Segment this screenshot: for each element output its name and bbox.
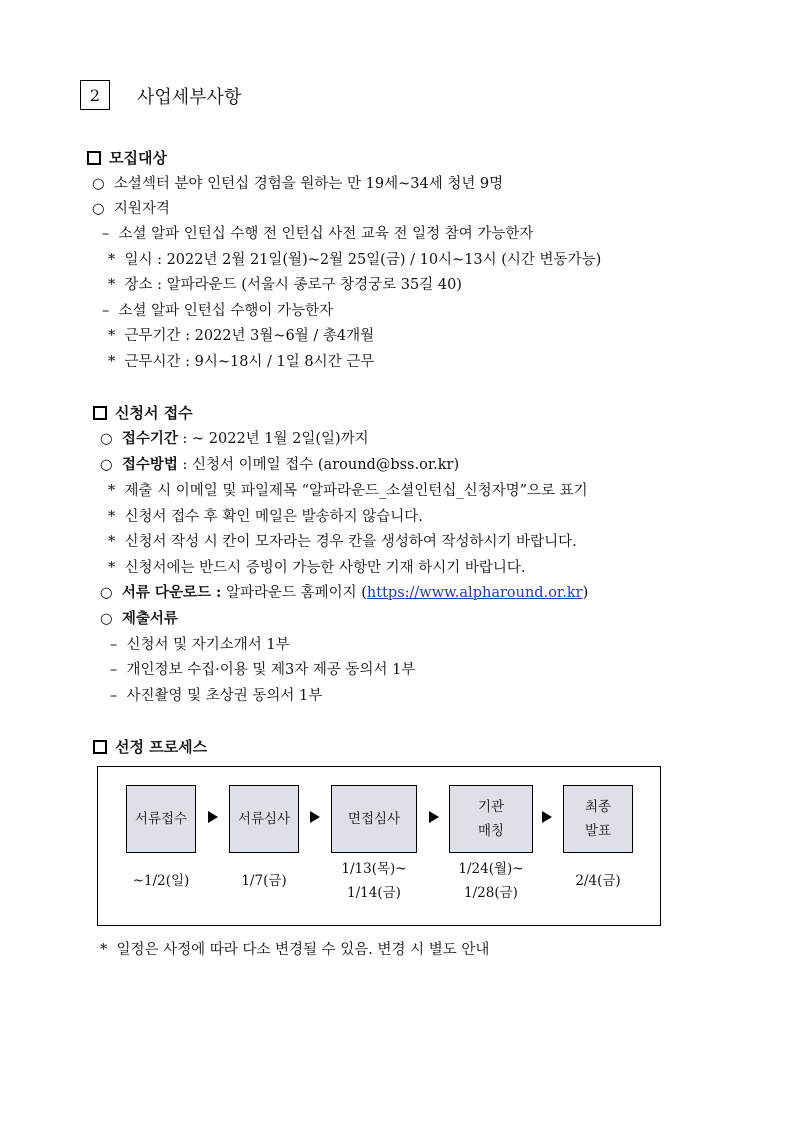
apply-note-3: * 신청서 작성 시 칸이 모자라는 경우 칸을 생성하여 작성하시기 바랍니다.	[108, 534, 577, 550]
apply-download-close: )	[582, 585, 589, 601]
doc-3-text: 사진촬영 및 초상권 동의서 1부	[126, 688, 323, 704]
step-date	[116, 869, 206, 893]
req2-period-text: 근무기간 : 2022년 3월~6월 / 총4개월	[124, 328, 375, 344]
req1-place-text: 장소 : 알파라운드 (서울시 종로구 창경궁로 35길 40)	[124, 277, 462, 293]
step-date	[553, 869, 643, 893]
step-date-text: 1/13(목)~	[341, 861, 407, 877]
process-diagram	[97, 766, 661, 926]
square-bullet-icon	[87, 151, 101, 165]
apply-note-2: * 신청서 접수 후 확인 메일은 발송하지 않습니다.	[108, 509, 423, 525]
process-step	[229, 785, 299, 853]
req2: – 소셜 알파 인턴십 수행이 가능한자	[102, 303, 334, 319]
step-date-text: ~1/2(일)	[132, 873, 190, 889]
apply-download-text: 알파라운드 홈페이지 (	[221, 585, 367, 601]
step-date-text: 2/4(금)	[575, 873, 621, 889]
apply-note-4: * 신청서에는 반드시 증빙이 가능한 사항만 기재 하시기 바랍니다.	[108, 560, 526, 576]
req1-date: * 일시 : 2022년 2월 21일(월)~2월 25일(금) / 10시~13시 (시간 변동가능)	[108, 252, 602, 268]
step-label: 기관	[477, 799, 505, 815]
req1-text: 소셜 알파 인턴십 수행 전 인턴십 사전 교육 전 일정 참여 가능한자	[118, 226, 534, 242]
process-heading-text: 선정 프로세스	[115, 738, 208, 756]
apply-download: ○ 서류 다운로드 : 알파라운드 홈페이지 (https://www.alpharound.or.kr)	[100, 584, 589, 601]
process-step	[449, 785, 533, 853]
doc-2-text: 개인정보 수집·이용 및 제3자 제공 동의서 1부	[126, 662, 416, 678]
section-number: 2	[80, 80, 110, 110]
step-label: 서류심사	[237, 811, 291, 827]
step-date	[219, 869, 309, 893]
req1-place: * 장소 : 알파라운드 (서울시 종로구 창경궁로 35길 40)	[108, 277, 462, 293]
process-note: * 일정은 사정에 따라 다소 변경될 수 있음. 변경 시 별도 안내	[100, 942, 490, 958]
process-heading	[93, 736, 207, 757]
apply-note-4-text: 신청서에는 반드시 증빙이 가능한 사항만 기재 하시기 바랍니다.	[124, 560, 526, 576]
apply-note-2-text: 신청서 접수 후 확인 메일은 발송하지 않습니다.	[124, 509, 423, 525]
apply-note-1: * 제출 시 이메일 및 파일제목 “알파라운드_소셜인턴십_신청자명”으로 표기	[108, 483, 588, 499]
recruit-heading	[87, 147, 167, 168]
req2-hours-text: 근무시간 : 9시~18시 / 1일 8시간 근무	[124, 354, 375, 370]
req1-date-text: 일시 : 2022년 2월 21일(월)~2월 25일(금) / 10시~13시 (시간 변동가능)	[124, 252, 602, 268]
arrow-right-icon	[429, 811, 439, 823]
apply-period-value: : ~ 2022년 1월 2일(일)까지	[177, 431, 369, 447]
step-label: 서류접수	[134, 811, 188, 827]
req1: – 소셜 알파 인턴십 수행 전 인턴십 사전 교육 전 일정 참여 가능한자	[102, 226, 534, 242]
apply-note-1-text: 제출 시 이메일 및 파일제목 “알파라운드_소셜인턴십_신청자명”으로 표기	[124, 483, 588, 499]
step-date	[441, 857, 541, 905]
process-step	[563, 785, 633, 853]
doc-1: – 신청서 및 자기소개서 1부	[110, 637, 290, 653]
step-date-text: 1/24(월)~	[458, 861, 524, 877]
process-step	[331, 785, 417, 853]
arrow-right-icon	[542, 811, 552, 823]
step-date-text: 1/14(금)	[347, 885, 401, 901]
arrow-right-icon	[310, 811, 320, 823]
homepage-link[interactable]: https://www.alpharound.or.kr	[366, 585, 583, 601]
doc-3: – 사진촬영 및 초상권 동의서 1부	[110, 688, 323, 704]
step-date	[324, 857, 424, 905]
step-label: 최종	[584, 799, 612, 815]
step-label: 면접심사	[347, 811, 401, 827]
step-date-text: 1/28(금)	[464, 885, 518, 901]
apply-docs: ○ 제출서류	[100, 610, 178, 627]
apply-method: ○ 접수방법 : 신청서 이메일 접수 (around@bss.or.kr)	[100, 456, 460, 473]
req2-text: 소셜 알파 인턴십 수행이 가능한자	[118, 303, 334, 319]
doc-1-text: 신청서 및 자기소개서 1부	[126, 637, 290, 653]
process-note-text: 일정은 사정에 따라 다소 변경될 수 있음. 변경 시 별도 안내	[116, 942, 490, 958]
doc-2: – 개인정보 수집·이용 및 제3자 제공 동의서 1부	[110, 662, 416, 678]
arrow-right-icon	[208, 811, 218, 823]
recruit-target-text: 소셜섹터 분야 인턴십 경험을 원하는 만 19세~34세 청년 9명	[113, 176, 504, 192]
req2-period: * 근무기간 : 2022년 3월~6월 / 총4개월	[108, 328, 375, 344]
apply-method-label: 접수방법	[121, 456, 178, 473]
apply-heading-text: 신청서 접수	[115, 404, 193, 422]
square-bullet-icon	[93, 406, 107, 420]
recruit-heading-text: 모집대상	[109, 149, 167, 167]
apply-heading	[93, 402, 193, 423]
step-date-text: 1/7(금)	[241, 873, 287, 889]
apply-period: ○ 접수기간 : ~ 2022년 1월 2일(일)까지	[100, 430, 369, 447]
apply-docs-label: 제출서류	[121, 610, 178, 627]
square-bullet-icon	[93, 740, 107, 754]
recruit-qual-text: 지원자격	[113, 201, 170, 217]
recruit-qual: ○ 지원자격	[92, 201, 170, 217]
apply-download-label: 서류 다운로드 :	[121, 584, 222, 601]
recruit-target: ○ 소셜섹터 분야 인턴십 경험을 원하는 만 19세~34세 청년 9명	[92, 176, 504, 192]
apply-note-3-text: 신청서 작성 시 칸이 모자라는 경우 칸을 생성하여 작성하시기 바랍니다.	[124, 534, 577, 550]
req2-hours: * 근무시간 : 9시~18시 / 1일 8시간 근무	[108, 354, 375, 370]
section-title: 사업세부사항	[137, 87, 242, 108]
apply-method-value: : 신청서 이메일 접수 (around@bss.or.kr)	[177, 457, 460, 473]
step-label: 매칭	[477, 823, 505, 839]
step-label: 발표	[584, 823, 612, 839]
process-step	[126, 785, 196, 853]
apply-period-label: 접수기간	[121, 430, 178, 447]
